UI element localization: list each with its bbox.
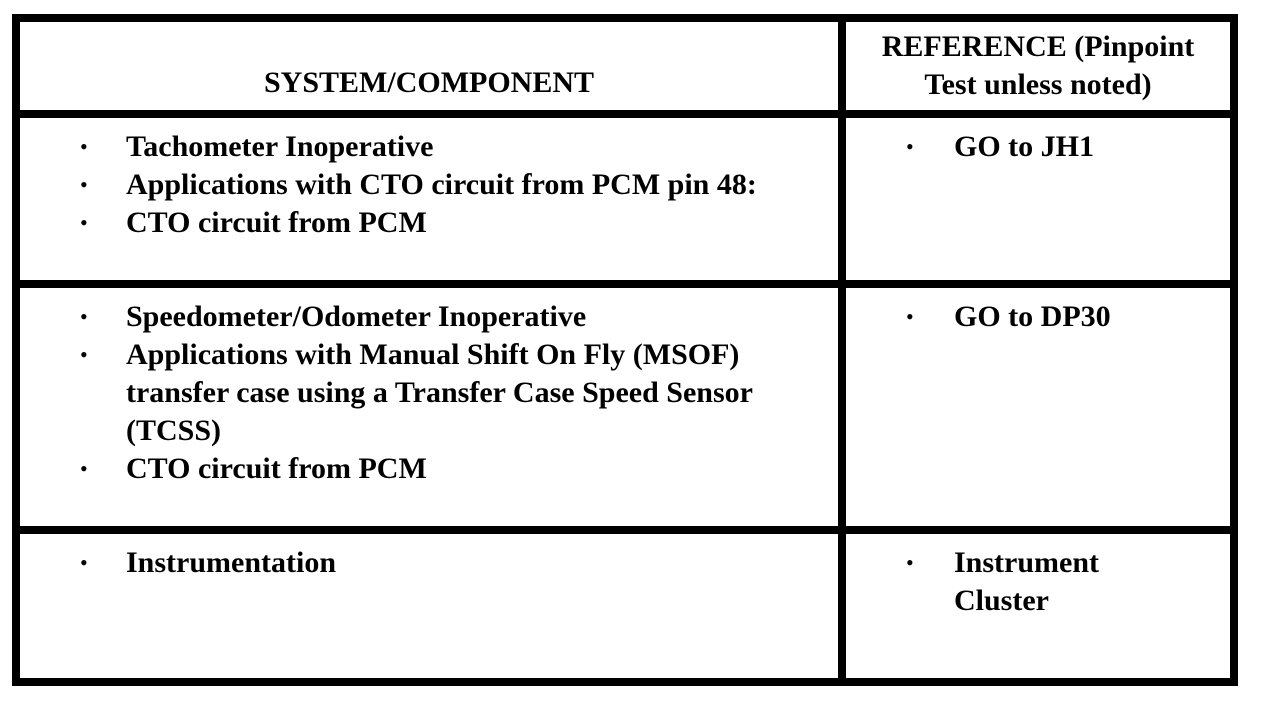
row-3-component-list — [20, 544, 838, 582]
bullet-icon: • — [80, 210, 88, 235]
row-2-components — [20, 288, 846, 534]
row-2-references — [846, 288, 1230, 534]
list-item: • Speedometer/Odometer Inoperative — [20, 298, 838, 336]
row-2-reference-list — [846, 298, 1230, 336]
bullet-icon: • — [80, 550, 88, 575]
list-item: • Instrumentation — [20, 544, 838, 582]
bullet-icon: • — [906, 550, 914, 575]
row-1-references — [846, 118, 1230, 288]
bullet-icon: • — [80, 342, 88, 367]
bullet-icon: • — [80, 172, 88, 197]
row-1-components — [20, 118, 846, 288]
row-3-reference-list — [846, 544, 1230, 620]
row-3-references — [846, 534, 1230, 678]
bullet-icon: • — [906, 134, 914, 159]
header-system-component-text: SYSTEM/COMPONENT — [263, 66, 595, 99]
list-item: • Instrument Cluster — [906, 546, 1100, 617]
header-system-component — [20, 22, 846, 118]
row-2-component-list — [20, 298, 838, 488]
list-item: • Tachometer Inoperative — [20, 128, 838, 166]
bullet-icon: • — [906, 304, 914, 329]
list-item: • GO to DP30 — [846, 298, 1230, 336]
list-item: • Applications with CTO circuit from PCM pin 48: — [20, 166, 838, 204]
reference-table — [12, 14, 1238, 686]
bullet-icon: • — [80, 304, 88, 329]
list-item: • CTO circuit from PCM — [20, 450, 838, 488]
header-reference — [846, 22, 1230, 118]
row-1-reference-list — [846, 128, 1230, 166]
list-item: • GO to JH1 — [846, 128, 1230, 166]
list-item: • CTO circuit from PCM — [20, 204, 838, 242]
list-item: • Applications with Manual Shift On Fly (MSOF) transfer case using a Transfer Case Speed Sensor (TCSS) — [80, 338, 753, 447]
bullet-icon: • — [80, 456, 88, 481]
row-1-component-list — [20, 128, 838, 242]
header-reference-text: REFERENCE (Pinpoint Test unless noted) — [881, 30, 1195, 101]
bullet-icon: • — [80, 134, 88, 159]
row-3-components — [20, 534, 846, 678]
